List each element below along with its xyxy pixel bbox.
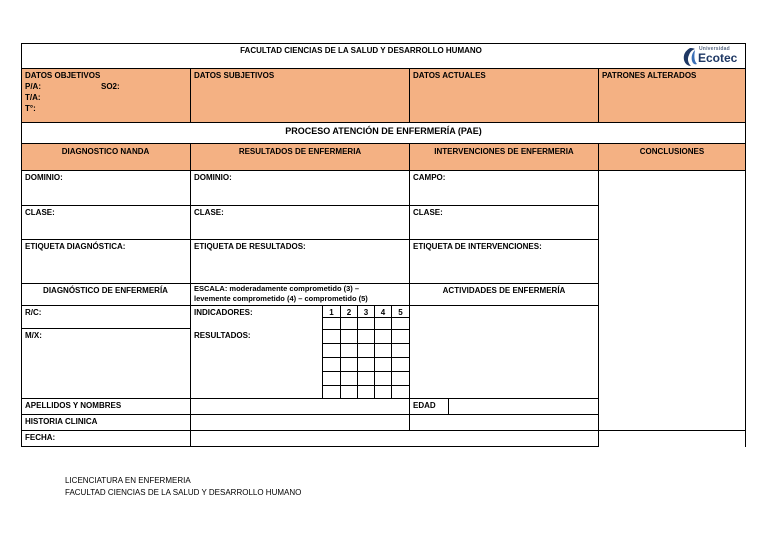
clase-diag-label: CLASE: — [25, 208, 55, 217]
scale-1: 1 — [329, 308, 334, 317]
ecotec-logo-icon — [682, 47, 698, 67]
etiqueta-intervenciones-label: ETIQUETA DE INTERVENCIONES: — [413, 242, 542, 251]
clase-int-label: CLASE: — [413, 208, 443, 217]
campo-label: CAMPO: — [413, 173, 446, 182]
resultados-label: RESULTADOS: — [194, 331, 251, 340]
escala-line-2: levemente comprometido (4) – comprometido (5) — [194, 294, 368, 303]
fecha-label: FECHA: — [25, 433, 56, 442]
scale-5: 5 — [398, 308, 403, 317]
pa-field-label: P/A: — [25, 82, 41, 91]
indicadores-label: INDICADORES: — [194, 308, 253, 317]
form-title: FACULTAD CIENCIAS DE LA SALUD Y DESARROLLO HUMANO — [240, 46, 482, 55]
scale-3: 3 — [363, 308, 369, 317]
historia-clinica-label: HISTORIA CLINICA — [25, 417, 98, 426]
mx-label: M/X: — [25, 331, 42, 340]
logo-universidad-text: Universidad — [699, 46, 730, 52]
col-diagnostico: DIAGNOSTICO NANDA — [61, 147, 150, 156]
datos-objetivos-label: DATOS OBJETIVOS — [25, 71, 101, 80]
logo-ecotec-text: Ecotec — [698, 51, 738, 65]
scale-4: 4 — [380, 308, 386, 317]
escala-line-1: ESCALA: moderadamente comprometido (3) – — [194, 284, 360, 293]
dominio-diag-label: DOMINIO: — [25, 173, 63, 182]
actividades-label: ACTIVIDADES DE ENFERMERÍA — [442, 286, 566, 295]
ecotec-logo — [682, 46, 744, 68]
col-intervenciones: INTERVENCIONES DE ENFERMERIA — [434, 147, 574, 156]
rc-label: R/C: — [25, 308, 42, 317]
etiqueta-diagnostica-label: ETIQUETA DIAGNÓSTICA: — [25, 242, 126, 251]
temp-field-label: T°: — [25, 104, 36, 113]
edad-label: EDAD — [413, 401, 436, 410]
footer — [65, 475, 301, 499]
etiqueta-resultados-label: ETIQUETA DE RESULTADOS: — [194, 242, 306, 251]
apellidos-nombres-label: APELLIDOS Y NOMBRES — [25, 401, 122, 410]
clase-res-label: CLASE: — [194, 208, 224, 217]
footer-line-1: LICENCIATURA EN ENFERMERIA — [65, 476, 191, 485]
col-resultados: RESULTADOS DE ENFERMERIA — [238, 147, 362, 156]
ta-field-label: T/A: — [25, 93, 41, 102]
pae-form — [21, 43, 746, 447]
patrones-alterados-label: PATRONES ALTERADOS — [602, 71, 697, 80]
pae-title: PROCESO ATENCIÓN DE ENFERMERÍA (PAE) — [285, 126, 482, 136]
datos-actuales-label: DATOS ACTUALES — [413, 71, 486, 80]
diagnostico-enfermeria-label: DIAGNÓSTICO DE ENFERMERÍA — [43, 286, 168, 295]
col-conclusiones: CONCLUSIONES — [639, 147, 705, 156]
footer-line-2: FACULTAD CIENCIAS DE LA SALUD Y DESARROLLO HUMANO — [65, 488, 302, 497]
scale-2: 2 — [346, 308, 352, 317]
datos-subjetivos-label: DATOS SUBJETIVOS — [194, 71, 275, 80]
dominio-res-label: DOMINIO: — [194, 173, 232, 182]
so2-field-label: SO2: — [101, 82, 120, 91]
